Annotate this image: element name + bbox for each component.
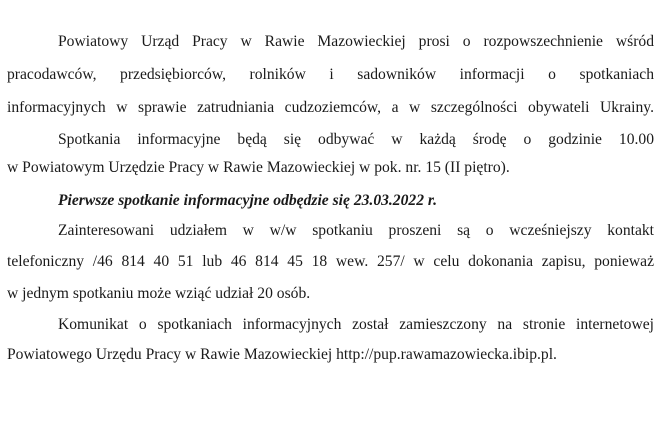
paragraph-2-line-1: Spotkania informacyjne będą się odbywać w każdą środę o godzinie 10.00: [58, 131, 654, 148]
paragraph-4-line-2: telefoniczny /46 814 40 51 lub 46 814 45 18 wew. 257/ w celu dokonania zapisu, ponieważ: [7, 253, 654, 270]
paragraph-1-line-1: Powiatowy Urząd Pracy w Rawie Mazowieckiej prosi o rozpowszechnienie wśród: [58, 33, 654, 50]
paragraph-4-line-1: Zainteresowani udziałem w w/w spotkaniu proszeni są o wcześniejszy kontakt: [58, 222, 654, 239]
paragraph-2-line-2: w Powiatowym Urzędzie Pracy w Rawie Mazowieckiej w pok. nr. 15 (II piętro).: [7, 159, 510, 176]
paragraph-5-line-1: Komunikat o spotkaniach informacyjnych został zamieszczony na stronie internetowej: [58, 316, 654, 333]
paragraph-4-line-3: w jednym spotkaniu może wziąć udział 20 osób.: [7, 285, 311, 302]
paragraph-1-line-3: informacyjnych w sprawie zatrudniania cudzoziemców, a w szczególności obywateli Ukrainy.: [7, 99, 654, 116]
paragraph-1-line-2: pracodawców, przedsiębiorców, rolników i sadowników informacji o spotkaniach: [7, 66, 654, 83]
paragraph-5-line-2: Powiatowego Urzędu Pracy w Rawie Mazowieckiej http://pup.rawamazowiecka.ibip.pl.: [7, 346, 557, 363]
first-meeting-announcement: Pierwsze spotkanie informacyjne odbędzie się 23.03.2022 r.: [58, 192, 438, 209]
